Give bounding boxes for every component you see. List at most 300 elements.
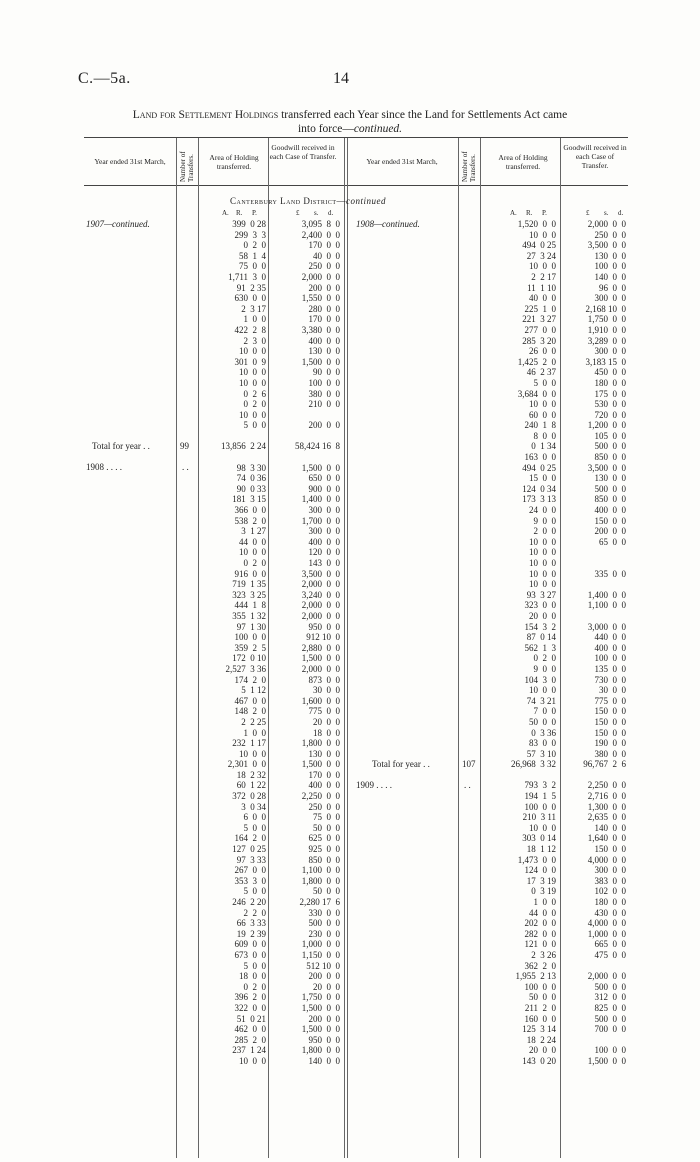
area-cell: 0 2 6	[243, 388, 266, 399]
area-cell: 10 0 0	[529, 229, 556, 240]
goodwill-cell: 475 0 0	[594, 949, 626, 960]
goodwill-cell: 2,250 0 0	[301, 791, 340, 802]
goodwill-cell: 1,800 0 0	[301, 1045, 340, 1056]
area-cell: 160 0 0	[524, 1013, 556, 1024]
goodwill-cell: 140 0 0	[594, 271, 626, 282]
unit-a: A.	[222, 209, 229, 217]
area-cell: 793 3 2	[524, 780, 556, 791]
goodwill-cell: 430 0 0	[594, 907, 626, 918]
area-cell: 10 0 0	[529, 558, 556, 568]
goodwill-cell: 140 0 0	[308, 1055, 340, 1066]
area-cell: 285 2 0	[234, 1034, 266, 1045]
area-cell: 1,711 3 0	[228, 271, 266, 282]
area-cell: 210 3 11	[522, 812, 556, 823]
area-cell: 148 2 0	[234, 706, 266, 717]
area-cell: 24 0 0	[529, 505, 556, 516]
area-cell: 124 0 34	[522, 483, 556, 494]
goodwill-cell: 300 0 0	[594, 293, 626, 304]
area-cell: 10 0 0	[529, 261, 556, 272]
area-cell: 240 1 8	[524, 420, 556, 431]
left-area-column	[200, 219, 266, 1067]
area-cell: 538 2 0	[234, 515, 266, 526]
goodwill-cell: 170 0 0	[308, 314, 340, 325]
goodwill-cell: 250 0 0	[308, 261, 340, 272]
area-cell: 40 0 0	[529, 293, 556, 304]
right-area-column	[482, 219, 556, 1067]
unit-r-right: R.	[526, 209, 533, 217]
area-cell: 10 0 0	[529, 568, 556, 579]
goodwill-cell: 300 0 0	[594, 346, 626, 357]
goodwill-cell: 143 0 0	[308, 558, 340, 568]
goodwill-cell: 250 0 0	[308, 801, 340, 812]
area-cell: 60 1 22	[236, 780, 266, 791]
goodwill-cell: 512 10 0	[306, 960, 340, 971]
goodwill-cell: 280 0 0	[308, 303, 340, 314]
goodwill-cell: 40 0 0	[313, 250, 340, 261]
area-cell: 562 1 3	[524, 642, 556, 653]
area-cell: 323 3 25	[232, 589, 266, 600]
area-cell: 5 1 12	[241, 685, 266, 696]
header-goodwill-right: Goodwill received in each Case of Transfer.	[563, 143, 627, 170]
goodwill-cell: 775 0 0	[594, 695, 626, 706]
label-1907-continued: 1907—continued.	[86, 219, 150, 229]
goodwill-cell	[562, 579, 626, 590]
goodwill-cell: 90 0 0	[313, 367, 340, 378]
total-label-1908: Total for year . .	[372, 759, 430, 769]
goodwill-cell: 950 0 0	[308, 621, 340, 632]
area-cell: 444 1 8	[234, 600, 266, 611]
header-year-left: Year ended 31st March,	[94, 157, 166, 166]
area-cell: 8 0 0	[533, 430, 556, 441]
area-cell: 44 0 0	[529, 907, 556, 918]
column-rule	[458, 138, 459, 1158]
goodwill-cell: 20 0 0	[313, 981, 340, 992]
area-cell: 630 0 0	[234, 293, 266, 304]
area-cell: 494 0 25	[522, 462, 556, 473]
goodwill-cell: 383 0 0	[594, 875, 626, 886]
goodwill-cell: 3,380 0 0	[301, 324, 340, 335]
goodwill-cell: 3,289 0 0	[587, 335, 626, 346]
goodwill-cell: 500 0 0	[594, 1013, 626, 1024]
goodwill-cell	[562, 1035, 626, 1046]
header-transfers-right: Number of Transfers.	[461, 151, 477, 182]
goodwill-cell: 2,000 0 0	[301, 600, 340, 611]
area-cell: 467 0 0	[234, 695, 266, 706]
area-cell: 2 3 17	[241, 303, 266, 314]
goodwill-cell: 2,000 0 0	[301, 663, 340, 674]
goodwill-cell: 200 0 0	[308, 971, 340, 982]
goodwill-cell: 130 0 0	[308, 748, 340, 759]
goodwill-cell: 96,767 2 6	[583, 759, 626, 770]
unit-s: s.	[314, 209, 319, 217]
title-line1: transferred each Year since the Land for Settlements Act came	[278, 109, 568, 121]
goodwill-cell: 150 0 0	[594, 515, 626, 526]
goodwill-cell: 3,500 0 0	[301, 568, 340, 579]
area-cell: 494 0 25	[522, 240, 556, 251]
district-name: Canterbury Land District—	[230, 196, 347, 206]
area-cell: 27 3 24	[526, 250, 556, 261]
area-cell: 282 0 0	[524, 928, 556, 939]
goodwill-cell: 330 0 0	[308, 907, 340, 918]
goodwill-cell: 50 0 0	[313, 886, 340, 897]
header-area-left: Area of Holding transferred.	[209, 153, 259, 171]
goodwill-cell: 18 0 0	[313, 727, 340, 738]
column-rule	[347, 138, 348, 1158]
area-cell: 3,684 0 0	[517, 388, 556, 399]
goodwill-cell: 65 0 0	[599, 536, 626, 547]
goodwill-cell: 1,000 0 0	[587, 928, 626, 939]
goodwill-cell: 3,500 0 0	[587, 240, 626, 251]
area-cell: 609 0 0	[234, 939, 266, 950]
area-cell: 10 0 0	[529, 579, 556, 590]
area-cell: 10 0 0	[239, 377, 266, 388]
goodwill-cell: 210 0 0	[308, 399, 340, 410]
area-cell: 20 0 0	[529, 1045, 556, 1056]
unit-d-right: d.	[618, 209, 624, 217]
goodwill-cell: 130 0 0	[594, 250, 626, 261]
goodwill-cell: 1,910 0 0	[587, 324, 626, 335]
area-cell: 26,968 3 32	[511, 759, 556, 770]
area-cell: 50 0 0	[529, 716, 556, 727]
unit-s-right: s.	[604, 209, 609, 217]
goodwill-cell: 1,500 0 0	[301, 1024, 340, 1035]
area-cell: 0 2 0	[243, 399, 266, 410]
goodwill-cell: 1,500 0 0	[301, 356, 340, 367]
goodwill-cell: 30 0 0	[313, 685, 340, 696]
goodwill-cell: 300 0 0	[308, 526, 340, 537]
area-cell: 93 3 27	[526, 589, 556, 600]
goodwill-cell: 380 0 0	[308, 388, 340, 399]
area-cell: 237 1 24	[232, 1045, 266, 1056]
unit-pound: £	[296, 209, 300, 217]
area-cell: 26 0 0	[529, 346, 556, 357]
area-cell: 1,425 2 0	[517, 356, 556, 367]
goodwill-cell: 400 0 0	[308, 780, 340, 791]
area-cell: 1,473 0 0	[517, 854, 556, 865]
goodwill-cell: 650 0 0	[308, 473, 340, 484]
goodwill-cell: 450 0 0	[594, 367, 626, 378]
goodwill-cell: 100 0 0	[594, 261, 626, 272]
unit-r: R.	[236, 209, 243, 217]
area-cell: 51 0 21	[236, 1013, 266, 1024]
area-cell: 3 0 34	[241, 801, 266, 812]
goodwill-cell: 500 0 0	[594, 441, 626, 452]
table-title	[70, 108, 630, 136]
goodwill-cell	[562, 558, 626, 569]
goodwill-cell: 170 0 0	[308, 240, 340, 251]
goodwill-cell: 3,095 8 0	[301, 219, 340, 229]
area-cell: 353 3 0	[234, 875, 266, 886]
goodwill-cell: 3,000 0 0	[587, 621, 626, 632]
goodwill-cell: 200 0 0	[308, 282, 340, 293]
document-reference: C.—5a.	[78, 70, 131, 87]
goodwill-cell: 1,500 0 0	[301, 653, 340, 664]
area-cell: 10 0 0	[239, 367, 266, 378]
total-transfers-1908: 107	[462, 759, 476, 769]
goodwill-cell: 190 0 0	[594, 738, 626, 749]
area-cell: 83 0 0	[529, 738, 556, 749]
goodwill-cell: 150 0 0	[594, 727, 626, 738]
goodwill-cell: 1,150 0 0	[301, 949, 340, 960]
area-cell: 127 0 25	[232, 844, 266, 855]
area-cell: 46 2 37	[526, 367, 556, 378]
area-cell: 163 0 0	[524, 452, 556, 463]
goodwill-cell: 950 0 0	[308, 1034, 340, 1045]
goodwill-cell: 530 0 0	[594, 399, 626, 410]
area-cell: 246 2 20	[232, 897, 266, 907]
area-cell: 277 0 0	[524, 324, 556, 335]
goodwill-cell: 120 0 0	[308, 547, 340, 558]
goodwill-cell: 170 0 0	[308, 769, 340, 780]
goodwill-cell: 130 0 0	[308, 346, 340, 357]
left-goodwill-column	[270, 219, 340, 1067]
area-cell: 322 0 0	[234, 1002, 266, 1013]
area-cell: 299 3 3	[234, 229, 266, 240]
goodwill-cell: 440 0 0	[594, 632, 626, 643]
area-cell: 355 1 32	[232, 610, 266, 621]
area-cell: 173 3 13	[522, 494, 556, 505]
area-cell: 1,520 0 0	[517, 219, 556, 229]
goodwill-cell: 2,000 0 0	[301, 610, 340, 621]
goodwill-cell	[270, 410, 340, 421]
area-cell: 673 0 0	[234, 949, 266, 960]
page-number: 14	[333, 70, 349, 87]
area-cell: 1 0 0	[243, 314, 266, 325]
area-cell: 164 2 0	[234, 833, 266, 844]
unit-pound-right: £	[586, 209, 590, 217]
area-cell: 50 0 0	[529, 992, 556, 1003]
area-cell: 0 2 0	[533, 653, 556, 664]
area-cell: 0 2 0	[243, 558, 266, 568]
area-cell: 323 0 0	[524, 600, 556, 611]
dots-1908: . .	[182, 462, 189, 472]
goodwill-cell: 180 0 0	[594, 897, 626, 907]
goodwill-cell	[562, 611, 626, 622]
area-cell: 396 2 0	[234, 992, 266, 1003]
area-cell: 202 0 0	[524, 918, 556, 929]
area-cell: 17 3 19	[526, 875, 556, 886]
goodwill-cell: 1,400 0 0	[587, 589, 626, 600]
goodwill-cell: 300 0 0	[308, 505, 340, 516]
goodwill-cell: 1,550 0 0	[301, 293, 340, 304]
area-cell: 10 0 0	[239, 409, 266, 420]
column-rule	[176, 138, 177, 1158]
column-rule	[198, 138, 199, 1158]
title-line2: into force—	[297, 123, 354, 135]
title-continued: continued.	[353, 123, 403, 135]
goodwill-cell: 1,300 0 0	[587, 801, 626, 812]
goodwill-cell: 150 0 0	[594, 706, 626, 717]
goodwill-cell	[562, 770, 626, 781]
unit-d: d.	[328, 209, 334, 217]
goodwill-cell: 2,000 0 0	[301, 579, 340, 590]
goodwill-cell: 775 0 0	[308, 706, 340, 717]
area-cell: 366 0 0	[234, 505, 266, 516]
area-cell: 100 0 0	[234, 632, 266, 643]
goodwill-cell: 850 0 0	[594, 452, 626, 463]
area-cell: 301 0 9	[234, 356, 266, 367]
area-cell: 462 0 0	[234, 1024, 266, 1035]
area-cell: 9 0 0	[533, 663, 556, 674]
goodwill-cell: 150 0 0	[594, 716, 626, 727]
goodwill-cell: 1,700 0 0	[301, 515, 340, 526]
area-cell: 303 0 14	[522, 833, 556, 844]
area-cell: 5 0 0	[243, 886, 266, 897]
area-cell: 2 2 0	[243, 907, 266, 918]
goodwill-cell: 1,640 0 0	[587, 833, 626, 844]
area-cell: 0 2 0	[243, 981, 266, 992]
goodwill-cell: 2,250 0 0	[587, 780, 626, 791]
goodwill-cell: 180 0 0	[594, 377, 626, 388]
area-cell: 181 3 15	[232, 494, 266, 505]
goodwill-cell: 100 0 0	[308, 377, 340, 388]
goodwill-cell: 400 0 0	[308, 335, 340, 346]
goodwill-cell: 1,750 0 0	[587, 314, 626, 325]
goodwill-cell: 2,280 17 6	[299, 897, 340, 907]
area-cell: 2 3 26	[531, 949, 556, 960]
area-cell: 10 0 0	[529, 399, 556, 410]
goodwill-cell: 1,500 0 0	[301, 462, 340, 473]
area-cell	[200, 431, 266, 442]
goodwill-cell: 130 0 0	[594, 473, 626, 484]
area-cell: 194 1 5	[524, 791, 556, 802]
goodwill-cell: 1,100 0 0	[301, 865, 340, 876]
area-cell: 58 1 4	[239, 250, 266, 261]
area-cell: 3 1 27	[241, 526, 266, 537]
area-cell: 211 2 0	[524, 1002, 556, 1013]
column-rule	[268, 138, 269, 1158]
area-cell: 20 0 0	[529, 610, 556, 621]
area-cell: 11 1 10	[527, 282, 556, 293]
goodwill-cell: 58,424 16 8	[295, 441, 340, 452]
area-cell: 15 0 0	[529, 473, 556, 484]
area-cell	[200, 452, 266, 463]
area-cell: 232 1 17	[232, 738, 266, 749]
area-cell: 5 0 0	[243, 822, 266, 833]
goodwill-cell: 175 0 0	[594, 388, 626, 399]
area-cell: 1,955 2 13	[515, 971, 556, 982]
total-transfers-1907: 99	[180, 441, 189, 451]
goodwill-cell: 730 0 0	[594, 674, 626, 685]
area-cell: 422 2 8	[234, 324, 266, 335]
area-cell: 2 0 0	[533, 526, 556, 537]
area-cell: 10 0 0	[239, 547, 266, 558]
goodwill-cell: 3,240 0 0	[301, 589, 340, 600]
goodwill-cell: 900 0 0	[308, 483, 340, 494]
area-cell: 1 0 0	[533, 897, 556, 907]
district-continued: continued	[346, 196, 387, 206]
goodwill-cell: 100 0 0	[594, 1045, 626, 1056]
column-rule	[480, 138, 481, 1158]
goodwill-cell: 135 0 0	[594, 663, 626, 674]
goodwill-cell: 3,500 0 0	[587, 462, 626, 473]
goodwill-cell: 250 0 0	[594, 229, 626, 240]
area-cell: 18 1 12	[526, 844, 556, 855]
area-cell: 124 0 0	[524, 865, 556, 876]
goodwill-cell: 200 0 0	[594, 526, 626, 537]
table-top-rule	[84, 137, 628, 138]
area-cell: 100 0 0	[524, 981, 556, 992]
goodwill-cell: 1,800 0 0	[301, 738, 340, 749]
area-cell: 10 0 0	[239, 1055, 266, 1066]
area-cell: 5 0 0	[243, 960, 266, 971]
area-cell: 143 0 20	[522, 1055, 556, 1066]
goodwill-cell: 850 0 0	[308, 854, 340, 865]
goodwill-cell: 200 0 0	[308, 420, 340, 431]
goodwill-cell: 720 0 0	[594, 409, 626, 420]
area-cell: 2,301 0 0	[227, 759, 266, 770]
goodwill-cell	[270, 431, 340, 442]
label-1908-continued: 1908—continued.	[356, 219, 420, 229]
area-cell: 916 0 0	[234, 568, 266, 579]
goodwill-cell: 1,600 0 0	[301, 695, 340, 706]
goodwill-cell	[270, 452, 340, 463]
column-rule	[344, 138, 345, 1158]
unit-p-right: P.	[542, 209, 547, 217]
goodwill-cell: 873 0 0	[308, 674, 340, 685]
area-cell: 0 3 19	[531, 886, 556, 897]
area-cell: 10 0 0	[529, 547, 556, 558]
goodwill-cell: 75 0 0	[313, 812, 340, 823]
goodwill-cell: 1,500 0 0	[301, 1002, 340, 1013]
area-cell: 13,856 2 24	[221, 441, 266, 452]
area-cell: 5 0 0	[243, 420, 266, 431]
area-cell: 44 0 0	[239, 536, 266, 547]
area-cell: 372 0 28	[232, 791, 266, 802]
area-cell: 98 3 30	[236, 462, 266, 473]
area-cell: 100 0 0	[524, 801, 556, 812]
goodwill-cell: 1,500 0 0	[587, 1055, 626, 1066]
header-transfers-left: Number of Transfers.	[179, 151, 195, 182]
goodwill-cell: 500 0 0	[594, 483, 626, 494]
area-cell: 18 0 0	[239, 971, 266, 982]
goodwill-cell: 2,168 10 0	[585, 303, 626, 314]
goodwill-cell: 2,400 0 0	[301, 229, 340, 240]
area-cell: 87 0 14	[526, 632, 556, 643]
column-rule	[560, 138, 561, 1158]
goodwill-cell: 150 0 0	[594, 844, 626, 855]
goodwill-cell: 2,000 0 0	[587, 219, 626, 229]
goodwill-cell: 2,000 0 0	[301, 271, 340, 282]
goodwill-cell: 925 0 0	[308, 844, 340, 855]
header-area-right: Area of Holding transferred.	[498, 153, 548, 171]
goodwill-cell: 1,100 0 0	[587, 600, 626, 611]
area-cell: 60 0 0	[529, 409, 556, 420]
area-cell: 7 0 0	[533, 706, 556, 717]
goodwill-cell: 2,880 0 0	[301, 642, 340, 653]
area-cell: 2 2 17	[531, 271, 556, 282]
area-cell: 2 3 0	[243, 335, 266, 346]
area-cell: 90 0 33	[236, 483, 266, 494]
goodwill-cell: 380 0 0	[594, 748, 626, 759]
goodwill-cell: 1,800 0 0	[301, 875, 340, 886]
area-cell: 9 0 0	[533, 515, 556, 526]
area-cell: 74 3 21	[526, 695, 556, 706]
area-cell: 66 3 33	[236, 918, 266, 929]
goodwill-cell: 700 0 0	[594, 1024, 626, 1035]
area-cell: 121 0 0	[524, 939, 556, 950]
goodwill-cell: 1,200 0 0	[587, 420, 626, 431]
goodwill-cell: 300 0 0	[594, 865, 626, 876]
goodwill-cell: 1,000 0 0	[301, 939, 340, 950]
area-cell: 74 0 36	[236, 473, 266, 484]
area-cell: 18 2 24	[526, 1034, 556, 1045]
goodwill-cell: 500 0 0	[594, 981, 626, 992]
area-cell: 97 3 33	[236, 854, 266, 865]
goodwill-cell: 100 0 0	[594, 653, 626, 664]
right-goodwill-column	[562, 219, 626, 1067]
goodwill-cell: 400 0 0	[308, 536, 340, 547]
